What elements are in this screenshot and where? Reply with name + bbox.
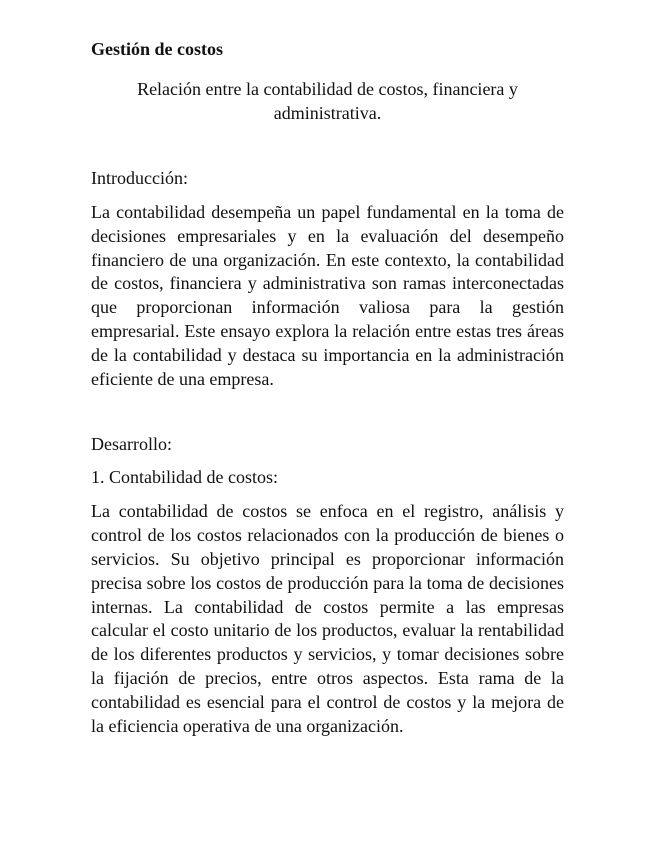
introduction-paragraph: La contabilidad desempeña un papel fundamental en la toma de decisiones empresariales y en la evaluación del desempeño financiero de una organización. En este contexto, la contabilidad de costos, financiera y administrativa son ramas interconectadas que proporcionan información valiosa para la gestión empresarial. Este ensayo explora la relación entre estas tres áreas de la contabilidad y destaca su importancia en la administración eficiente de una empresa. bbox=[91, 202, 564, 389]
development-label: Desarrollo: bbox=[91, 434, 172, 455]
document-page bbox=[91, 36, 564, 738]
introduction-label: Introducción: bbox=[91, 168, 188, 188]
cost-accounting-subheading: 1. Contabilidad de costos: bbox=[91, 467, 278, 488]
cost-accounting-paragraph: La contabilidad de costos se enfoca en el registro, análisis y control de los costos relacionados con la producción de bienes o servicios. Su objetivo principal es proporcionar información precisa sobre los costos de producción para la toma de decisiones internas. La contabilidad de costos permite a las empresas calcular el costo unitario de los productos, evaluar la rentabilidad de los diferentes productos y servicios, y tomar decisiones sobre la fijación de precios, entre otros aspectos. Esta rama de la contabilidad es esencial para el control de costos y la mejora de la eficiencia operativa de una organización. bbox=[91, 501, 564, 736]
document-subtitle: Relación entre la contabilidad de costos, financiera y administrativa. bbox=[137, 79, 518, 123]
document-heading: Gestión de costos bbox=[91, 39, 223, 59]
